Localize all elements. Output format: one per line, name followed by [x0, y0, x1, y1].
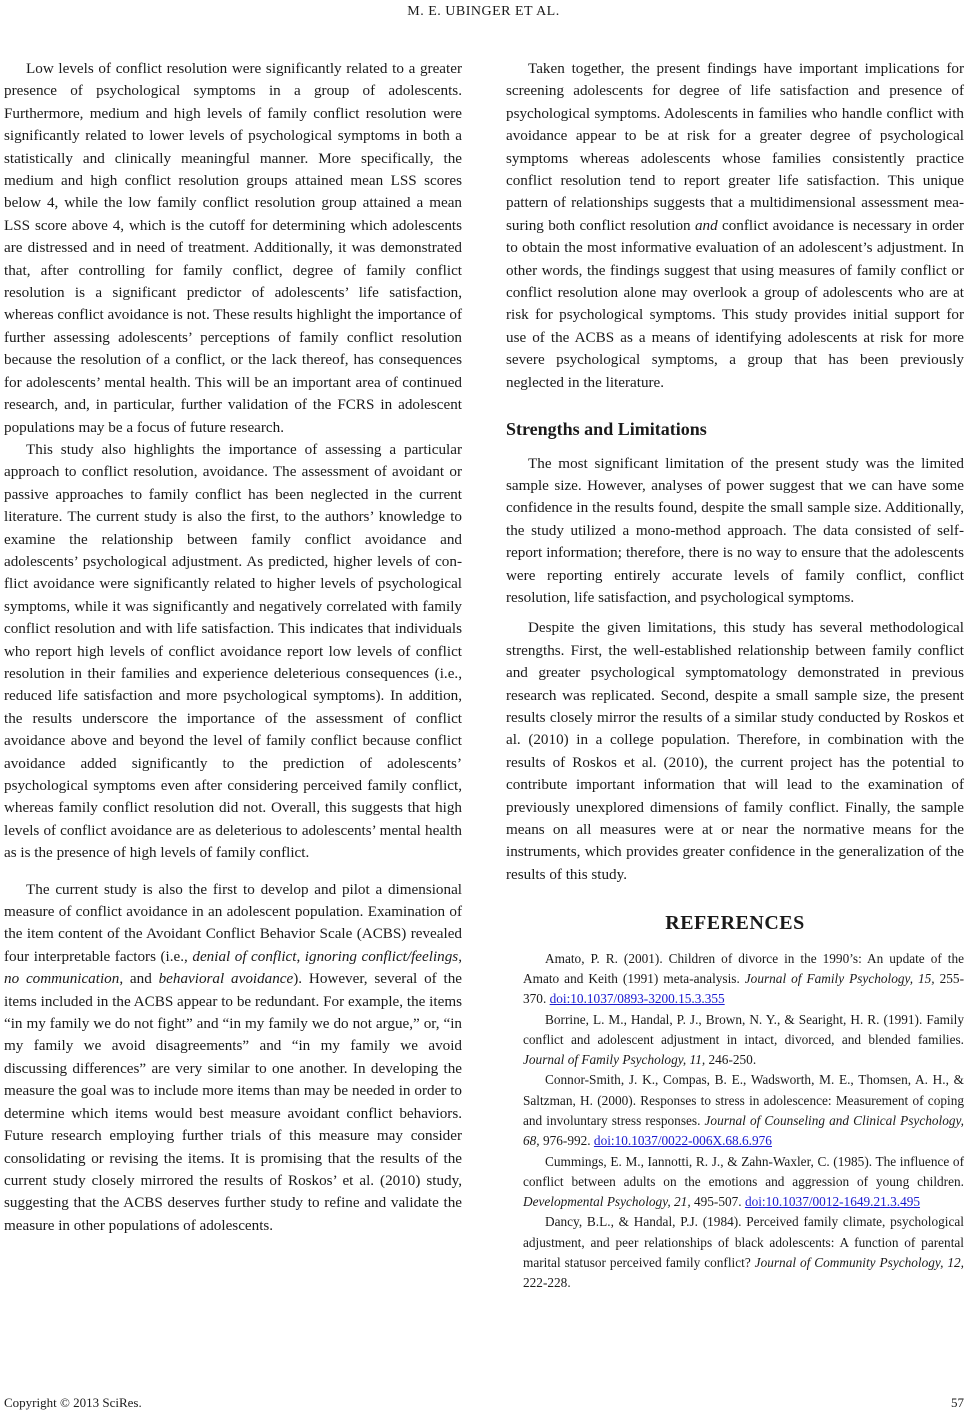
- reference-authors-title: Amato, P. R. (2001). Children of divorce in the 1990’s: An update of the Amato and Keith (1991) meta-analysis.: [523, 950, 964, 986]
- reference-journal: Developmental Psychology, 21,: [523, 1194, 691, 1210]
- reference-entry: [506, 1010, 964, 1071]
- doi-link[interactable]: doi:10.1037/0893-3200.15.3.355: [549, 991, 725, 1007]
- doi-link[interactable]: doi:10.1037/0012-1649.21.3.495: [744, 1194, 921, 1210]
- reference-pages: 495-507.: [690, 1194, 745, 1210]
- reference-pages: 255-370.: [523, 970, 965, 1007]
- reference-entry: [506, 1152, 964, 1213]
- text-run: ). However, several of the items included in the ACBS appear to be redundant. For example, the items “in my family we do not fight” and “in my family we do not argue,” or, “in my family we avoid disagreements” and “in my family we avoid discussing differences” are very similar to one another. In developing the measure the goal was to include more items than may be needed in order to determine which items would best measure avoidant conflict behaviors. Future research employing further trials of this measure may consider consolidating or revising the items. It is promising that the results of the current study closely mirrored the results of Roskos’ et al. (2010) study, suggesting that the ACBS deserves further study to refine and validate the measure in other populations of adolescents.: [4, 970, 463, 1234]
- text-run: , and: [119, 970, 159, 988]
- body-paragraph: [4, 879, 462, 1238]
- reference-entry: [506, 1212, 964, 1293]
- reference-journal: Journal of Counseling and Clinical Psychology, 68,: [523, 1113, 965, 1149]
- text-run: ,: [296, 947, 305, 965]
- body-paragraph: This study also highlights the importance of assessing a particular approach to conflict resolution, avoidance. The assessment of avoidant or passive approaches to family conflict has been neglected in the current literature. The current study is also the first, to the authors’ knowledge to examine the relationship between family conflict avoidance and adolescents’ psychological adjustment. As predicted, higher levels of conflict avoidance were significantly related to higher levels of psychological symptoms, while it was significantly and negatively correlated with family conflict resolution and with life satisfaction. This indicates that individuals who report high levels of conflict avoidance report low levels of conflict resolution in their families and experience deleterious consequences (i.e., reduced life satisfaction and more psychological symptoms). In addition, the results underscore the importance of the assessment of conflict avoidance above and beyond the level of family conflict because conflict avoidance added significantly to the prediction of adolescents’ psychological symptoms even after considering perceived family conflict, whereas family conflict resolution did not. Overall, this suggests that high levels of conflict avoidance are as deleterious to adolescents’ mental health as is the presence of high levels of family conflict.: [4, 440, 462, 862]
- italic-term: behavioral avoidance: [158, 970, 294, 988]
- text-run: The current study is also the first to develop and pilot a dimensional measure of conflict avoidance in an adolescent population. Examination of the item content of the Avoidant Conflict Behavior Scale (ACBS) revealed four interpretable factors (i.e.,: [4, 880, 462, 965]
- reference-pages: 246-250.: [705, 1052, 757, 1068]
- reference-entry: [506, 1070, 964, 1151]
- section-heading: Strengths and Limitations: [506, 419, 707, 440]
- body-paragraph: Despite the given limitations, this study has several methodological strengths. First, the well-established relationship between family conflict and greater psychological symptomatology demonstrated in previous research was replicated. Second, despite a small sample size, the present results closely mirror the results of a similar study conducted by Roskos et al. (2010) in a college population. Therefore, in combination with the results of Roskos et al. (2010), the current project has the potential to contribute important information that will lead to the examination of previously unexplored dimensions of family conflict. Finally, the sample means on all measures were at or near the normative means for the instruments, which provides greater confidence in the generalization of the results of this study.: [506, 619, 964, 883]
- italic-term: denial of conflict: [192, 947, 297, 965]
- reference-entry: [506, 949, 964, 1010]
- reference-authors-title: Cummings, E. M., Iannotti, R. J., & Zahn-Waxler, C. (1985). The influence of conflict between adults on the emotions and aggression of young children.: [523, 1153, 964, 1189]
- reference-authors-title: Borrine, L. M., Handal, P. J., Brown, N. Y., & Searight, H. R. (1991). Family conflict and adolescent adjustment in intact, divorced, and blended families.: [523, 1011, 964, 1047]
- page-number: 57: [951, 1395, 964, 1410]
- text-run: conflict avoidance is necessary in order to obtain the most informative evaluation of an adolescent’s adjustment. In other words, the findings suggest that using measures of family conflict or conflict resolution alone may overlook a group of adolescents who are at risk for psychological symptoms. This study provides initial support for use of the ACBS as a means of identifying adolescents at risk for more severe psychological symptoms, a group that has been previously neglected in the literature.: [506, 216, 964, 391]
- running-head: M. E. UBINGER ET AL.: [407, 4, 560, 19]
- doi-link[interactable]: doi:10.1037/0022-006X.68.6.976: [593, 1133, 772, 1149]
- references-list: [506, 949, 964, 1294]
- italic-term: and: [694, 216, 718, 234]
- body-paragraph: The most significant limitation of the present study was the limited sample size. However, analyses of power suggest that we can have some confidence in the results found, despite the small sample size. Additionally, the study utilized a mono-method approach. The data consisted of self-report information; therefore, there is no way to ensure that the adolescents were reporting entirely accurate levels of family conflict, conflict resolution, life satisfaction, and psychological symptoms.: [506, 454, 964, 606]
- reference-authors-title: Dancy, B.L., & Handal, P.J. (1984). Perceived family climate, psychological adjustment, and peer relationships of black adolescents: A function of parental marital statusor perceived family conflict?: [523, 1214, 964, 1271]
- body-paragraph: Low levels of conflict resolution were significantly related to a greater presence of psychological symptoms in a group of adolescents. Furthermore, medium and high levels of family conflict resolution were significantly related to lower levels of psychological symptoms in both a statistically and clinically meaningful manner. More specifically, the medium and high conflict resolution groups attained mean LSS scores below 4, while the low family conflict resolution group attained a mean LSS score above 4, which is the cutoff for determining which adolescents are distressed and in need of treatment. Additionally, it was demonstrated that, after controlling for family conflict, degree of family conflict resolution is a significant predictor of adolescents’ life satisfaction, whereas conflict avoidance is not. These results highlight the importance of further assessing adolescents’ perceptions of family conflict resolution because the resolution of a conflict, or the lack thereof, has consequences for adolescents’ mental health. This will be an important area of continued research, and, in particular, further validation of the FCRS in adolescent populations may be a focus of future research.: [4, 60, 462, 436]
- right-column: [506, 58, 964, 1294]
- reference-authors-title: Connor-Smith, J. K., Compas, B. E., Wadsworth, M. E., Thomsen, A. H., & Saltzman, H. (2000). Responses to stress in adolescence: Measurement of coping and involuntary stress responses.: [523, 1072, 964, 1128]
- reference-pages: 976-992.: [539, 1133, 594, 1149]
- reference-journal: Journal of Family Psychology, 11,: [523, 1052, 706, 1068]
- reference-pages: 222-228.: [523, 1275, 571, 1291]
- italic-term: ignoring conflict/feelings: [304, 947, 459, 965]
- body-paragraph: [506, 58, 964, 394]
- text-run: ,: [458, 947, 462, 965]
- reference-journal: Journal of Community Psychology, 12,: [754, 1255, 964, 1271]
- italic-term: no communication: [4, 970, 120, 988]
- reference-journal: Journal of Family Psychology, 15,: [744, 970, 935, 986]
- left-column: [4, 58, 462, 1237]
- text-run: Taken together, the present findings have important implications for screening adolescents for degree of life satisfaction and presence of psychological symptoms. Adolescents in families who handle conflict with avoidance appear to be at risk for a greater degree of psychological symptoms whereas adolescents whose families consistently practice conflict resolution tend to report greater life satisfaction. This unique pattern of relationships suggests that a multidimensional assessment measuring both conflict resolution: [506, 60, 964, 234]
- references-heading: REFERENCES: [665, 912, 805, 935]
- copyright-notice: Copyright © 2013 SciRes.: [4, 1395, 142, 1410]
